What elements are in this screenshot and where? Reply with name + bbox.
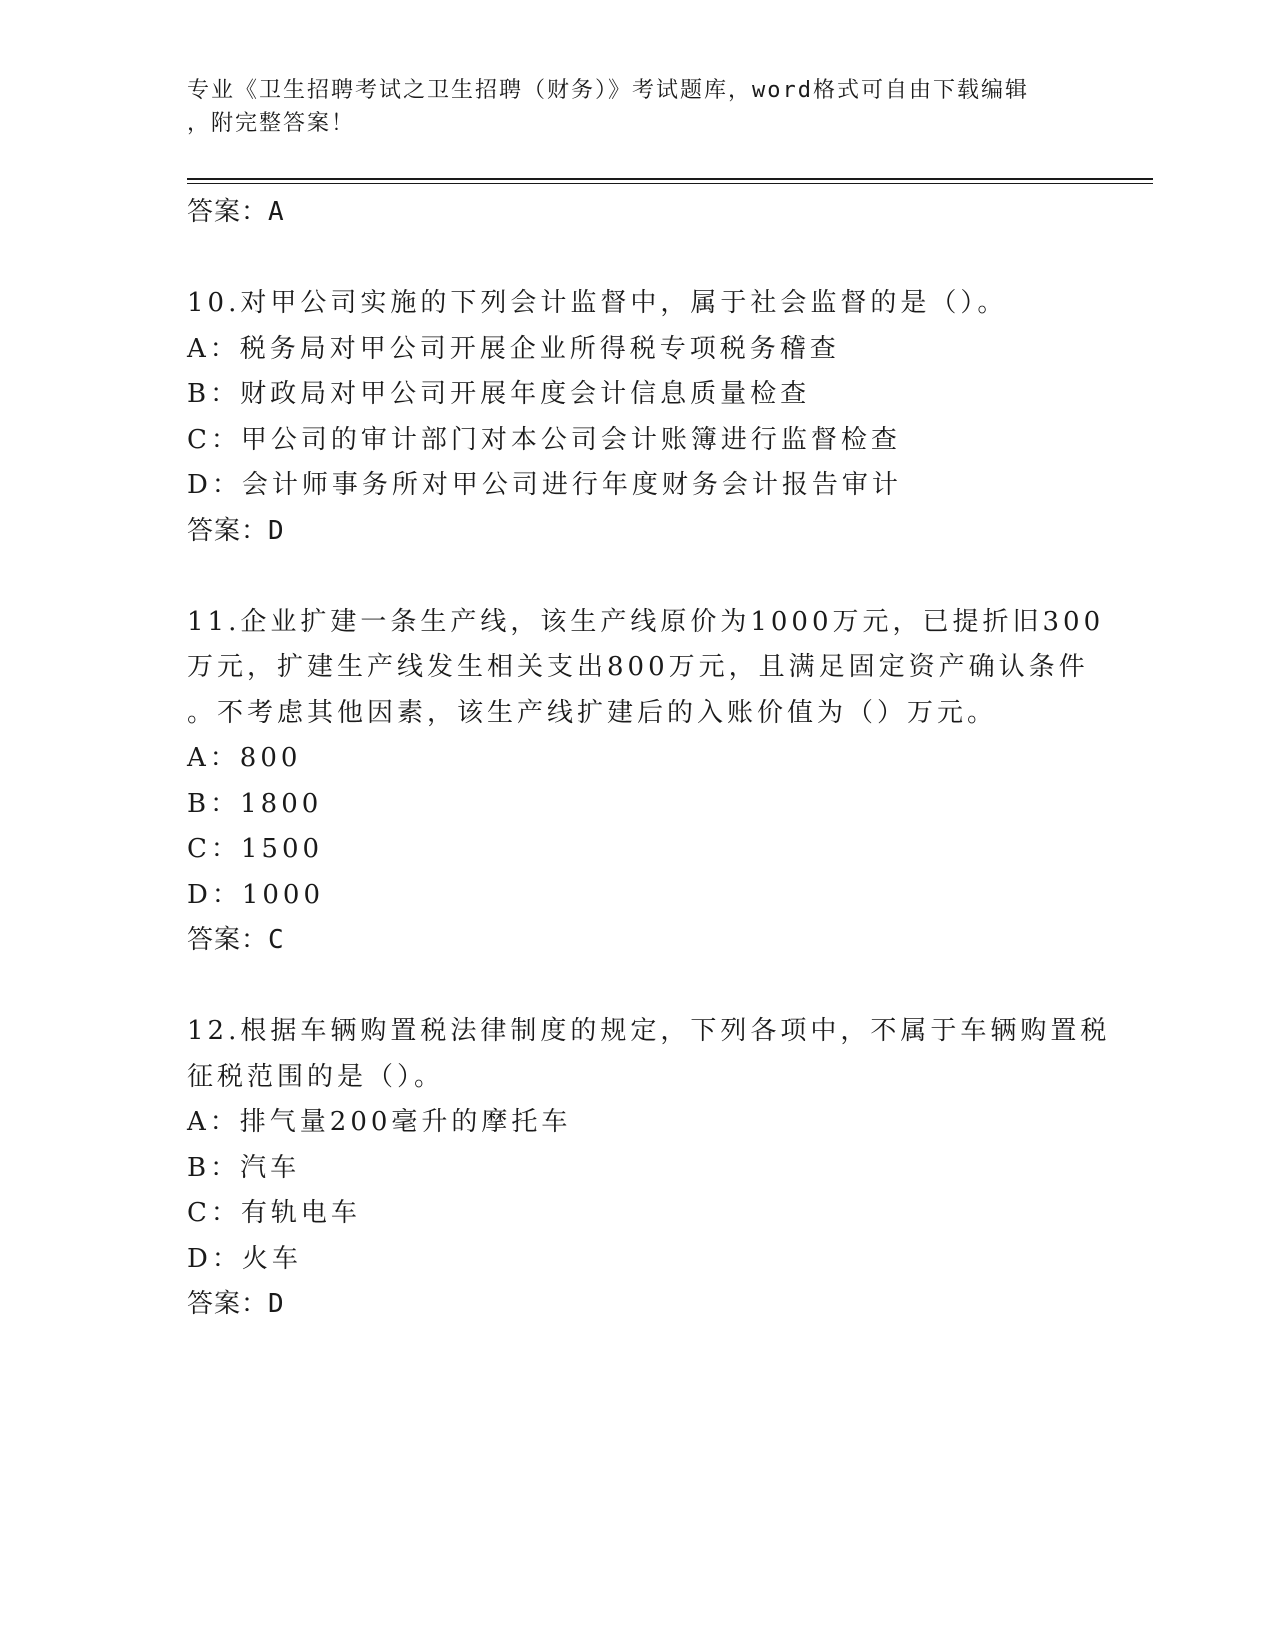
question-item	[187, 600, 1105, 964]
question-text	[187, 1009, 1111, 1100]
option-a: A：税务局对甲公司开展企业所得税专项税务稽查	[187, 333, 840, 364]
option-a: A：800	[187, 743, 302, 773]
document-header	[187, 74, 1067, 140]
header-line-1: 专业《卫生招聘考试之卫生招聘（财务）》考试题库，word格式可自由下载编辑	[187, 78, 1029, 103]
header-line-2: ，附完整答案！	[187, 111, 356, 136]
previous-answer: 答案：A	[187, 197, 285, 227]
question-line: 11.企业扩建一条生产线，该生产线原价为1000万元，已提折旧300	[187, 606, 1105, 637]
question-item	[187, 1009, 1111, 1328]
question-line: 12.根据车辆购置税法律制度的规定，下列各项中，不属于车辆购置税	[187, 1016, 1111, 1046]
option-a: A：排气量200毫升的摩托车	[187, 1107, 572, 1137]
answer: 答案：C	[187, 925, 285, 955]
spacer	[187, 964, 1087, 1010]
option-d: D：会计师事务所对甲公司进行年度财务会计报告审计	[187, 470, 902, 500]
option-c: C：甲公司的审计部门对本公司会计账簿进行监督检查	[187, 424, 901, 455]
question-line: 。不考虑其他因素，该生产线扩建后的入账价值为（）万元。	[187, 697, 998, 728]
question-line: 万元，扩建生产线发生相关支出800万元，且满足固定资产确认条件	[187, 652, 1089, 682]
answer: 答案：D	[187, 1289, 285, 1319]
question-list	[187, 190, 1111, 1328]
header-divider	[187, 178, 1153, 184]
option-b: B：财政局对甲公司开展年度会计信息质量检查	[187, 379, 811, 409]
option-c: C：1500	[187, 834, 324, 864]
question-line: 10.对甲公司实施的下列会计监督中，属于社会监督的是（）。	[187, 288, 1008, 318]
spacer	[187, 554, 1087, 600]
answer: 答案：D	[187, 515, 285, 546]
spacer	[187, 236, 1087, 282]
option-b: B：汽车	[187, 1152, 301, 1183]
option-b: B：1800	[187, 788, 323, 819]
question-item	[187, 281, 1087, 554]
option-d: D：1000	[187, 879, 325, 910]
question-text	[187, 281, 1087, 327]
option-c: C：有轨电车	[187, 1198, 361, 1228]
question-line: 征税范围的是（）。	[187, 1061, 445, 1092]
option-d: D：火车	[187, 1243, 302, 1274]
question-text	[187, 600, 1105, 737]
